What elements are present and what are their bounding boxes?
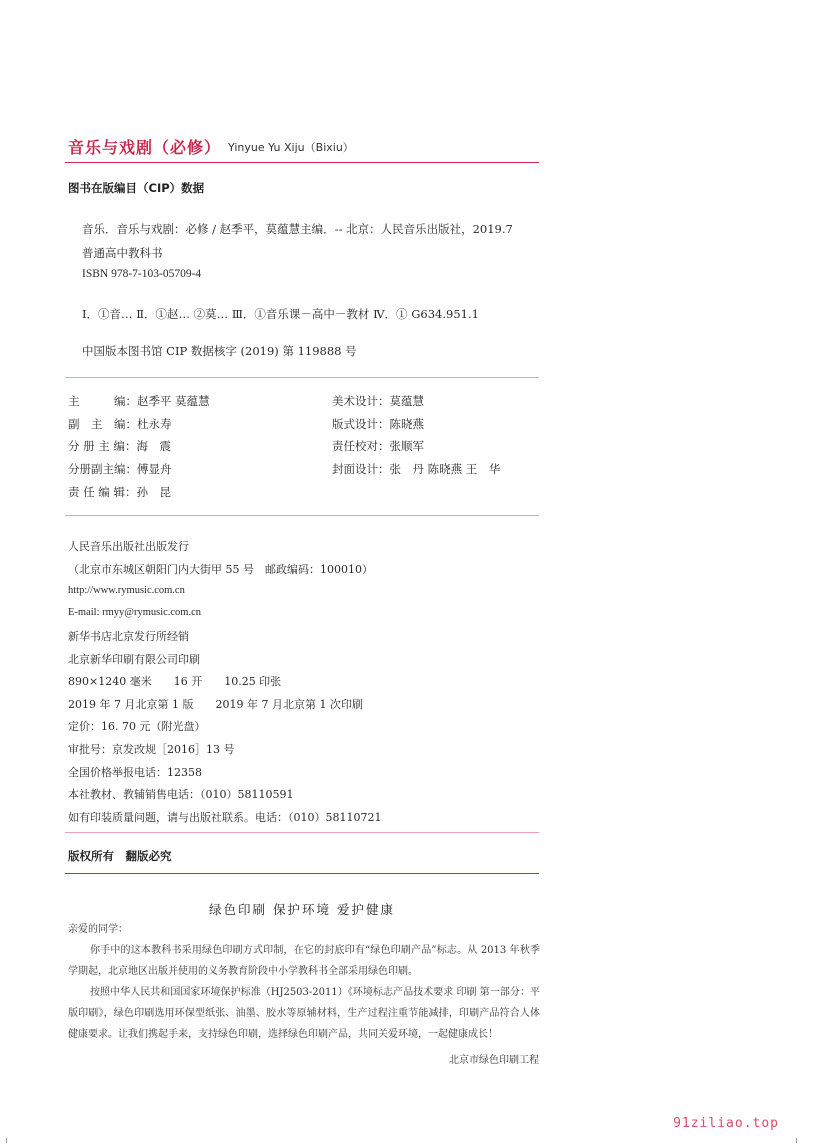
cip-line-2: 普通高中教科书: [82, 246, 163, 260]
book-title-pinyin: Yinyue Yu Xiju（Bixiu）: [228, 141, 354, 154]
sales-phone: 本社教材、教辅销售电话：（010）58110591: [68, 788, 294, 801]
credit-names: 傅显舟: [137, 462, 172, 476]
credit-role: 版式设计：: [332, 417, 390, 431]
green-printing-title: 绿色印刷 保护环境 爱护健康: [209, 902, 395, 917]
credit-role: 责任校对：: [332, 439, 390, 453]
approval-number: 审批号：京发改规［2016］13 号: [68, 743, 235, 756]
price: 定价：16. 70 元（附光盘）: [68, 720, 206, 733]
green-signature: 北京市绿色印刷工程: [449, 1055, 539, 1066]
credit-names: 张 丹 陈晓燕 王 华: [389, 462, 501, 476]
publisher-email: E-mail: rmyy@rymusic.com.cn: [68, 607, 202, 618]
header-rule: [65, 162, 539, 163]
crop-mark: [6, 1138, 12, 1143]
green-greeting: 亲爱的同学：: [68, 924, 128, 935]
crop-mark: [796, 1138, 802, 1143]
cip-line-1: 音乐．音乐与戏剧：必修 / 赵季平，莫蕴慧主编．-- 北京：人民音乐出版社，2019.7: [82, 222, 513, 236]
publisher-address: （北京市东城区朝阳门内大街甲 55 号 邮政编码：100010）: [68, 563, 373, 576]
distributor: 新华书店北京发行所经销: [68, 630, 189, 643]
edition-info: 2019 年 7 月北京第 1 版 2019 年 7 月北京第 1 次印刷: [68, 698, 363, 711]
green-paragraph-1: 你手中的这本教科书采用绿色印刷方式印制，在它的封底印有“绿色印刷产品”标志。从 2013 年秋季学期起，北京地区出版并使用的义务教育阶段中小学教科书全部采用绿色印刷。: [68, 945, 540, 977]
printer: 北京新华印刷有限公司印刷: [68, 653, 200, 666]
copyright-notice: 版权所有 翻版必究: [68, 849, 172, 863]
credit-role: 副 主 编：: [68, 417, 137, 431]
credit-names: 赵季平 莫蕴慧: [137, 394, 210, 408]
credit-names: 海 震: [136, 439, 171, 453]
rights-rule: [65, 873, 539, 874]
credit-row: [332, 416, 424, 432]
credit-row: [68, 416, 172, 432]
credit-names: 孙 昆: [136, 485, 171, 499]
credit-role: 主 编：: [68, 394, 137, 408]
credit-role: 封面设计：: [332, 462, 390, 476]
site-watermark: 91ziliao.top: [673, 1116, 779, 1131]
cip-rule: [65, 377, 539, 378]
credit-row: [332, 461, 500, 477]
publisher-website: http://www.rymusic.com.cn: [68, 585, 185, 596]
price-report-phone: 全国价格举报电话：12358: [68, 766, 202, 779]
credit-names: 张顺军: [389, 439, 424, 453]
credit-role: 美术设计：: [332, 394, 390, 408]
cip-heading: 图书在版编目（CIP）数据: [68, 181, 205, 195]
credits-rule: [65, 515, 539, 516]
credit-names: 陈晓燕: [389, 417, 424, 431]
cip-number: 中国版本图书馆 CIP 数据核字 (2019) 第 119888 号: [82, 344, 357, 358]
book-title: 音乐与戏剧（必修）: [68, 138, 222, 157]
quality-phone: 如有印装质量问题，请与出版社联系。电话：（010）58110721: [68, 811, 382, 824]
green-paragraph-2: 按照中华人民共和国国家环境保护标准（HJ2503-2011）《环境标志产品技术要求 印刷 第一部分：平版印刷》，绿色印刷选用环保型纸张、油墨、胶水等原辅材料，生产过程注重节能减排，印刷产品符合人体健康要求。让我们携起手来，支持绿色印刷，选择绿色印刷产品，共同关爱环境，一起健康成长！: [68, 987, 540, 1040]
cip-classification: Ⅰ．①音… Ⅱ．①赵… ②莫… Ⅲ．①音乐课－高中－教材 Ⅳ．① G634.951.1: [82, 307, 479, 321]
cip-isbn: ISBN 978-7-103-05709-4: [82, 268, 202, 280]
publication-rule: [65, 832, 539, 833]
book-format: 890×1240 毫米 16 开 10.25 印张: [68, 675, 282, 688]
credit-row: [68, 484, 171, 500]
credit-row: [332, 393, 424, 409]
publisher: 人民音乐出版社出版发行: [68, 540, 189, 553]
credit-row: [332, 438, 424, 454]
credit-role: 分 册 主 编：: [68, 439, 137, 453]
credit-role: 分册副主编：: [68, 462, 137, 476]
credit-row: [68, 461, 172, 477]
credit-names: 杜永寿: [137, 417, 172, 431]
credit-role: 责 任 编 辑：: [68, 485, 137, 499]
credit-names: 莫蕴慧: [389, 394, 424, 408]
credit-row: [68, 393, 210, 409]
credit-row: [68, 438, 171, 454]
